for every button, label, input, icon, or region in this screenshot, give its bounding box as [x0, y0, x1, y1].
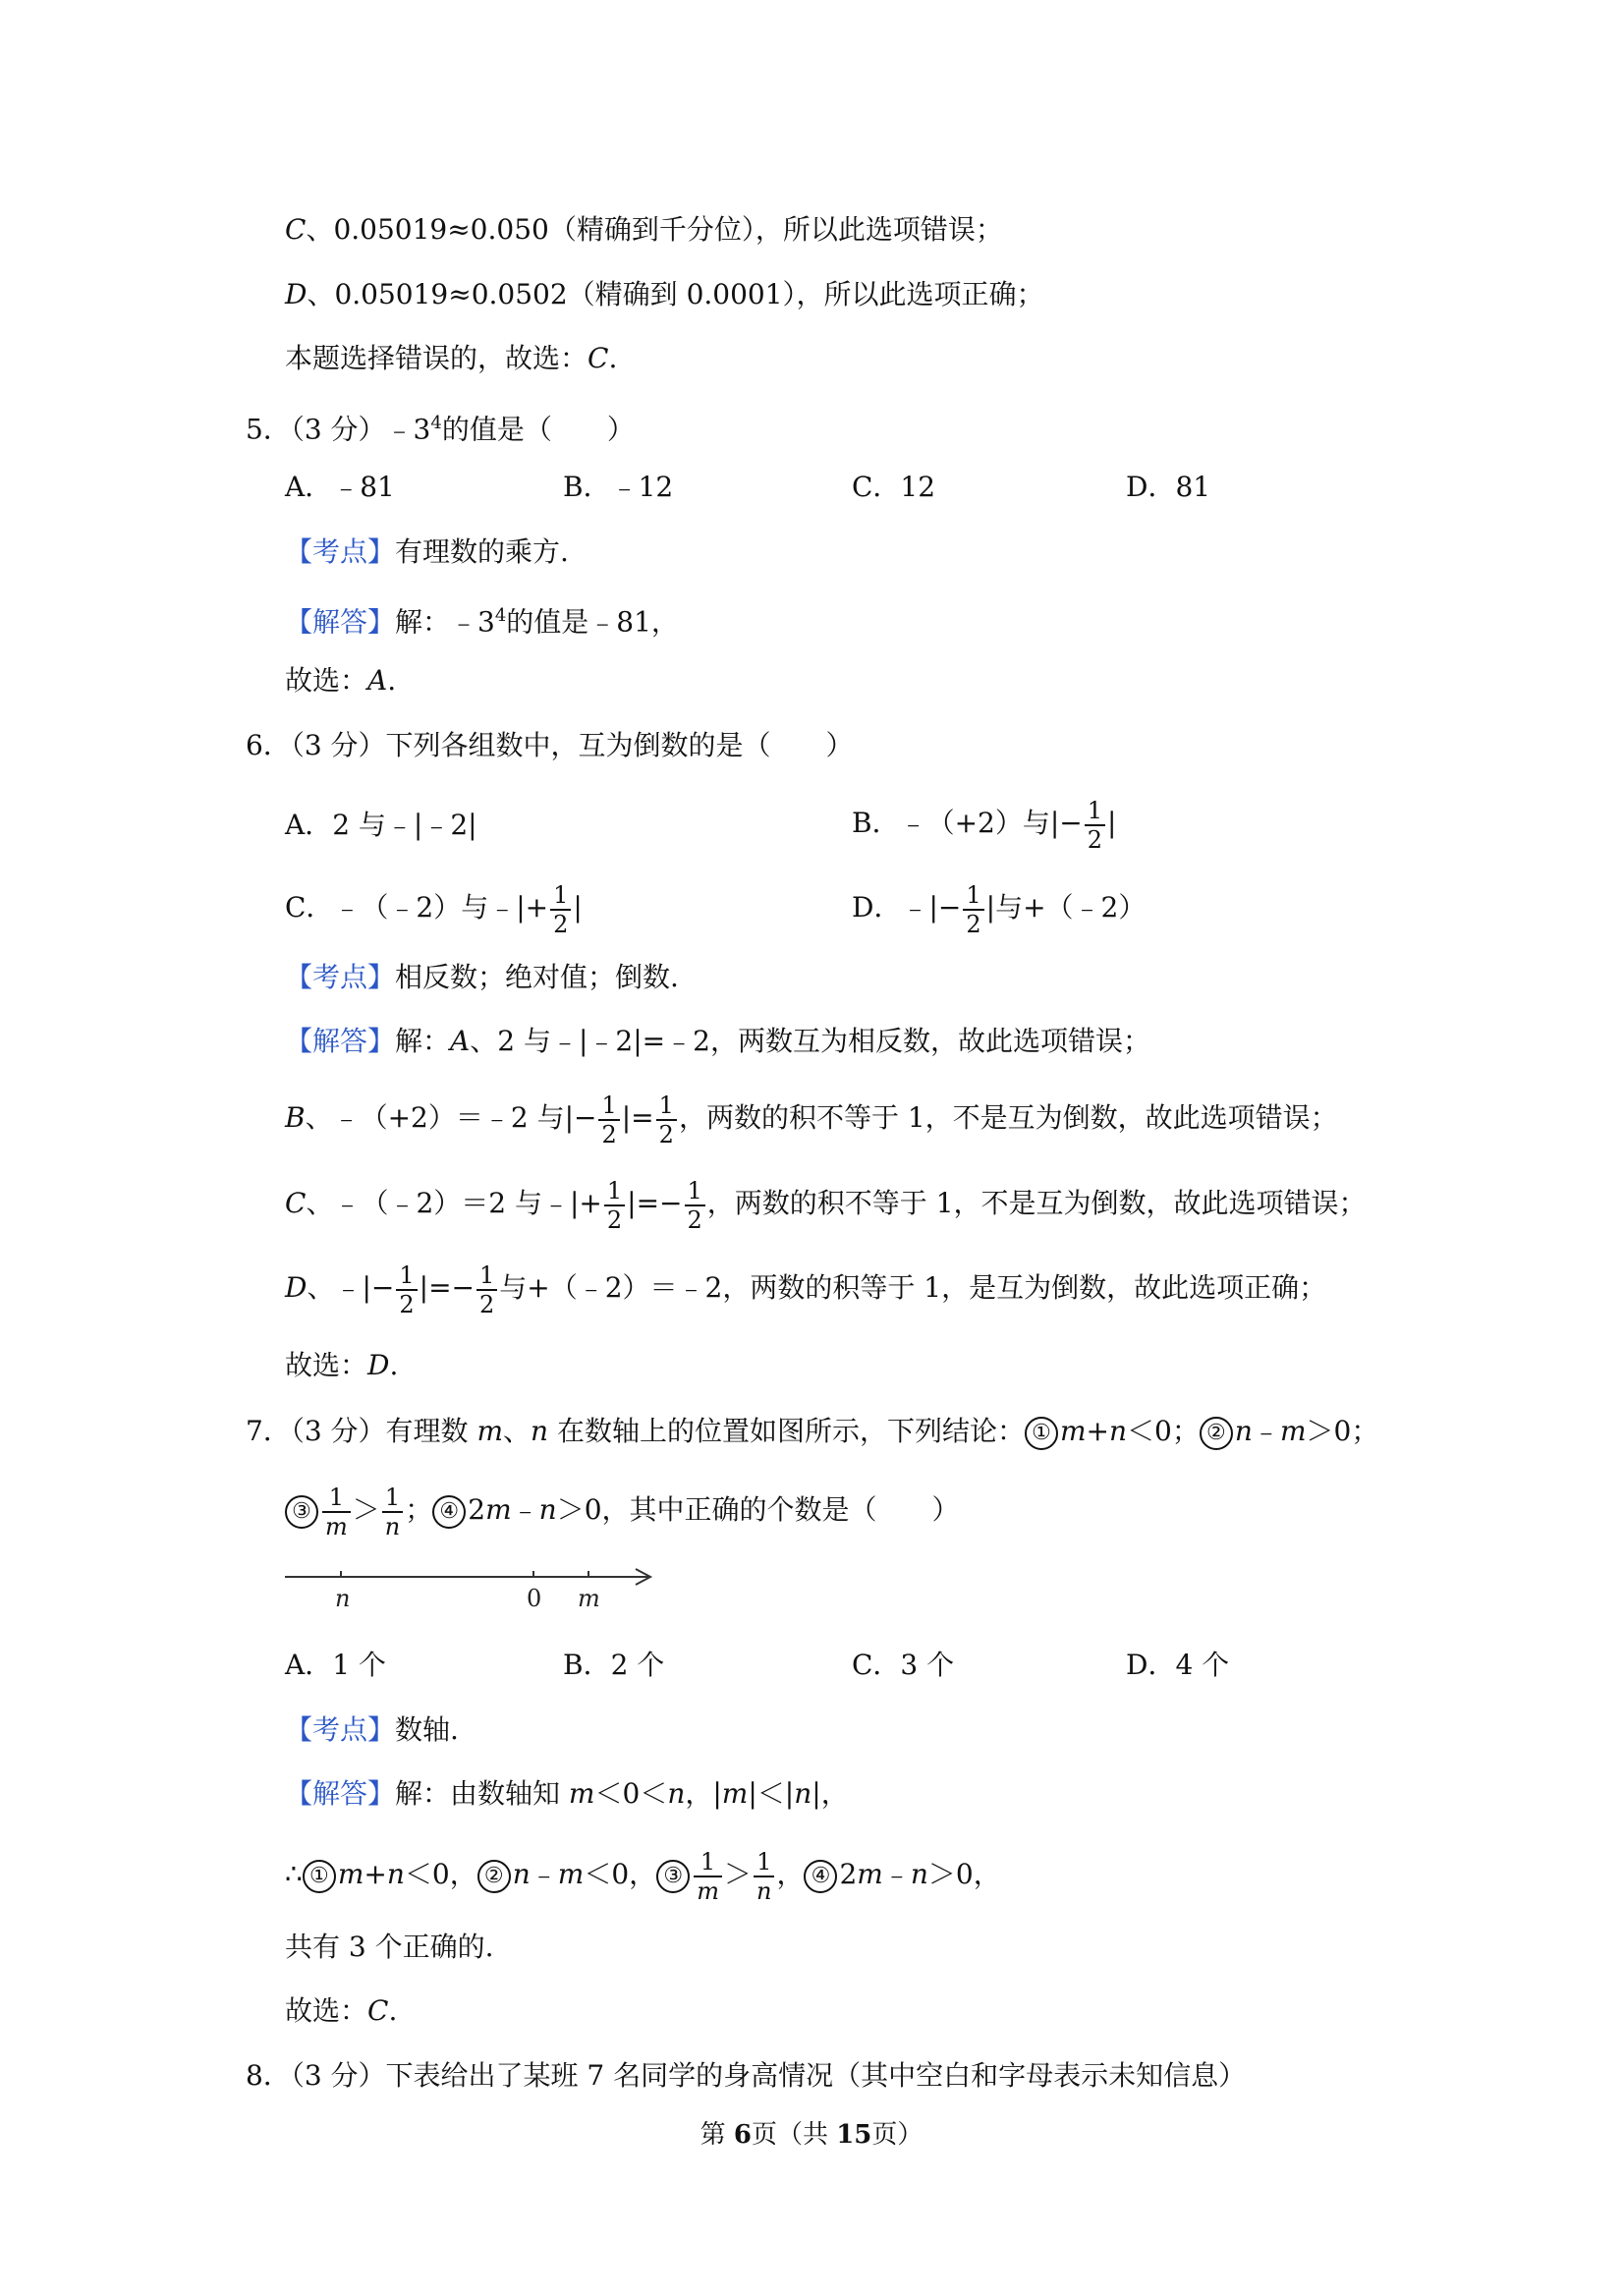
- q6-option-d: D．﹣|− $\frac{1}{2}$ |与+（﹣2）: [852, 880, 1147, 938]
- q5-kaodian: 【考点】有理数的乘方.: [285, 535, 569, 568]
- q4-option-d-explanation: D、0.05019≈0.0502（精确到 0.0001），所以此选项正确；: [285, 278, 1044, 310]
- q4-option-c-explanation: C、0.05019≈0.050（精确到千分位），所以此选项错误；: [285, 213, 1003, 246]
- q6-stem: 6．（3 分）下列各组数中，互为倒数的是（ ）: [246, 729, 854, 761]
- q4-answer: 本题选择错误的，故选：C.: [285, 342, 618, 374]
- q6-jieda-a: 【解答】解：A、2 与﹣|﹣2|=﹣2，两数互为相反数，故此选项错误；: [285, 1025, 1150, 1057]
- q6-kaodian: 【考点】相反数；绝对值；倒数.: [285, 961, 679, 993]
- q7-option-a: A．1 个: [285, 1649, 386, 1681]
- q5-answer: 故选：A.: [285, 664, 397, 697]
- q5-option-b: B．﹣12: [563, 471, 674, 503]
- q7-count: 共有 3 个正确的.: [285, 1931, 494, 1963]
- page-footer: 第 6页（共 15页）: [700, 2120, 923, 2150]
- q6-jieda-c: C、﹣（﹣2）＝2 与﹣|+ $\frac{1}{2}$ |=− $\frac{1}{2}$ ，两数的积不等于 1，不是互为倒数，故此选项错误；: [285, 1176, 1367, 1234]
- q6-jieda-d: D、﹣|− $\frac{1}{2}$ |=− $\frac{1}{2}$ 与+（﹣2）＝﹣2，两数的积等于 1，是互为倒数，故此选项正确；: [285, 1260, 1327, 1318]
- q7-option-b: B．2 个: [563, 1649, 665, 1681]
- q7-answer: 故选：C.: [285, 1994, 398, 2027]
- q5-option-d: D．81: [1126, 471, 1211, 503]
- q7-option-c: C．3 个: [852, 1649, 955, 1681]
- q7-stem-cont: ③ $\frac{1}{m}$ ＞ $\frac{1}{n}$ ； ④ 2m﹣n＞0，其中正确的个数是（ ）: [285, 1479, 960, 1541]
- q5-jieda: 【解答】解：$﹣3^4$的值是﹣81，: [285, 605, 679, 639]
- q6-option-c: C．﹣（﹣2）与﹣|+ $\frac{1}{2}$ |: [285, 880, 583, 938]
- q6-jieda-b: B、﹣（+2）＝﹣2 与|− $\frac{1}{2}$ |= $\frac{1}{2}$ ，两数的积不等于 1，不是互为倒数，故此选项错误；: [285, 1091, 1338, 1148]
- q7-stem: 7．（3 分）有理数 m、n 在数轴上的位置如图所示，下列结论： ① m+n＜0； ② n﹣m＞0；: [246, 1412, 1378, 1451]
- q7-conclusions: ∴ ① m+n＜0， ② n﹣m＜0， ③ $\frac{1}{m}$ ＞ $\frac{1}{n}$ ， ④ 2m﹣n＞0，: [285, 1847, 1001, 1905]
- q6-answer: 故选：D.: [285, 1349, 399, 1381]
- q6-option-b: B．﹣（+2）与|− $\frac{1}{2}$ |: [852, 796, 1117, 854]
- axis-label-m: m: [578, 1585, 600, 1612]
- number-line: [280, 1557, 663, 1616]
- q6-option-a: A．2 与﹣|﹣2|: [285, 809, 477, 841]
- axis-label-n: n: [335, 1585, 351, 1612]
- q5-option-c: C．12: [852, 471, 936, 503]
- fraction: $\frac{1}{2}$: [550, 883, 571, 936]
- axis-label-zero: 0: [527, 1585, 542, 1612]
- fraction: $\frac{1}{2}$: [963, 883, 983, 936]
- q5-stem: 5．（3 分）$﹣3^4$的值是（ ）: [246, 413, 635, 446]
- q7-jieda: 【解答】解：由数轴知 m＜0＜n，|m|＜|n|，: [285, 1777, 849, 1810]
- q5-option-a: A．﹣81: [285, 471, 395, 503]
- q8-stem: 8．（3 分）下表给出了某班 7 名同学的身高情况（其中空白和字母表示未知信息）: [246, 2059, 1247, 2092]
- q7-kaodian: 【考点】数轴.: [285, 1713, 459, 1746]
- q7-option-d: D．4 个: [1126, 1649, 1230, 1681]
- fraction: $\frac{1}{2}$: [1085, 799, 1105, 852]
